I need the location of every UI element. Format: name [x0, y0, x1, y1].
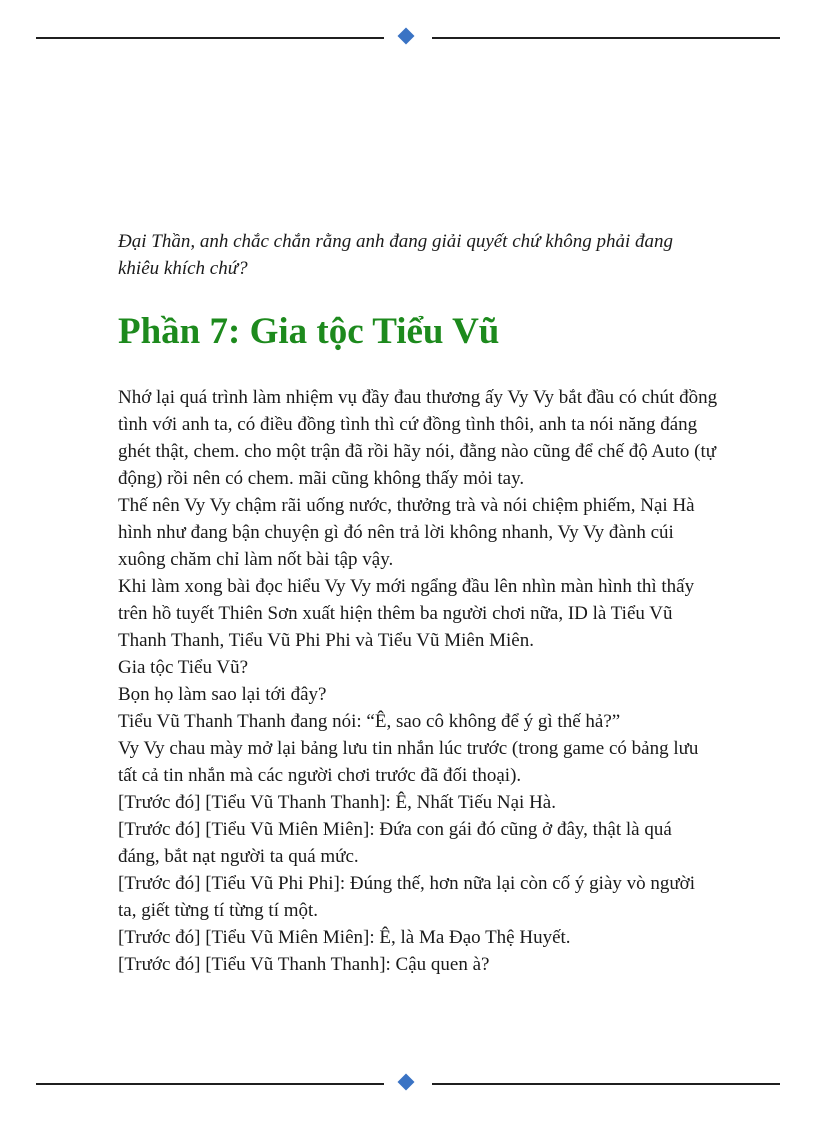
chapter-heading: Phần 7: Gia tộc Tiểu Vũ: [118, 311, 500, 352]
diamond-icon: [398, 1074, 415, 1091]
rule-line-left: [36, 37, 384, 39]
rule-line-right: [432, 1083, 780, 1085]
chapter-body: [118, 384, 718, 978]
diamond-icon: [398, 28, 415, 45]
rule-line-right: [432, 37, 780, 39]
top-ornament-rule: [36, 28, 780, 48]
paragraph: [Trước đó] [Tiểu Vũ Phi Phi]: Đúng thế, hơn nữa lại còn cố ý giày vò người ta, giết từng tí từng tí một.: [118, 873, 696, 921]
paragraph: Vy Vy chau mày mở lại bảng lưu tin nhắn lúc trước (trong game có bảng lưu tất cả tin nhắn mà các người chơi trước đã đối thoại).: [118, 738, 699, 786]
paragraph: Gia tộc Tiểu Vũ?: [118, 657, 249, 678]
paragraph: Nhớ lại quá trình làm nhiệm vụ đầy đau thương ấy Vy Vy bắt đầu có chút đồng tình với anh ta, có điều đồng tình thì cứ đồng tình thôi, anh ta nói năng đáng ghét thật, chem. cho một trận đã rồi hãy nói, đằng nào cũng để chế độ Auto (tự động) rồi nên có chem. mãi cũng không thấy mỏi tay.: [118, 387, 718, 489]
rule-line-left: [36, 1083, 384, 1085]
paragraph: Khi làm xong bài đọc hiểu Vy Vy mới ngẩng đầu lên nhìn màn hình thì thấy trên hồ tuyết Thiên Sơn xuất hiện thêm ba người chơi nữa, ID là Tiểu Vũ Thanh Thanh, Tiểu Vũ Phi Phi và Tiểu Vũ Miên Miên.: [118, 576, 695, 651]
paragraph: Thế nên Vy Vy chậm rãi uống nước, thưởng trà và nói chiệm phiếm, Nại Hà hình như đang bận chuyện gì đó nên trả lời không nhanh, Vy Vy đành cúi xuông chăm chỉ làm nốt bài tập vậy.: [118, 495, 695, 570]
intro-italic-text: Đại Thần, anh chắc chắn rằng anh đang giải quyết chứ không phải đang khiêu khích chứ?: [118, 231, 673, 279]
paragraph: [Trước đó] [Tiểu Vũ Thanh Thanh]: Cậu quen à?: [118, 954, 490, 975]
bottom-ornament-rule: [36, 1074, 780, 1094]
paragraph: [Trước đó] [Tiểu Vũ Thanh Thanh]: Ê, Nhất Tiếu Nại Hà.: [118, 792, 556, 813]
paragraph: Tiểu Vũ Thanh Thanh đang nói: “Ê, sao cô không để ý gì thế hả?”: [118, 711, 621, 732]
paragraph: Bọn họ làm sao lại tới đây?: [118, 684, 327, 705]
paragraph: [Trước đó] [Tiểu Vũ Miên Miên]: Đứa con gái đó cũng ở đây, thật là quá đáng, bắt nạt người ta quá mức.: [118, 819, 672, 867]
paragraph: [Trước đó] [Tiểu Vũ Miên Miên]: Ê, là Ma Đạo Thệ Huyết.: [118, 927, 571, 948]
